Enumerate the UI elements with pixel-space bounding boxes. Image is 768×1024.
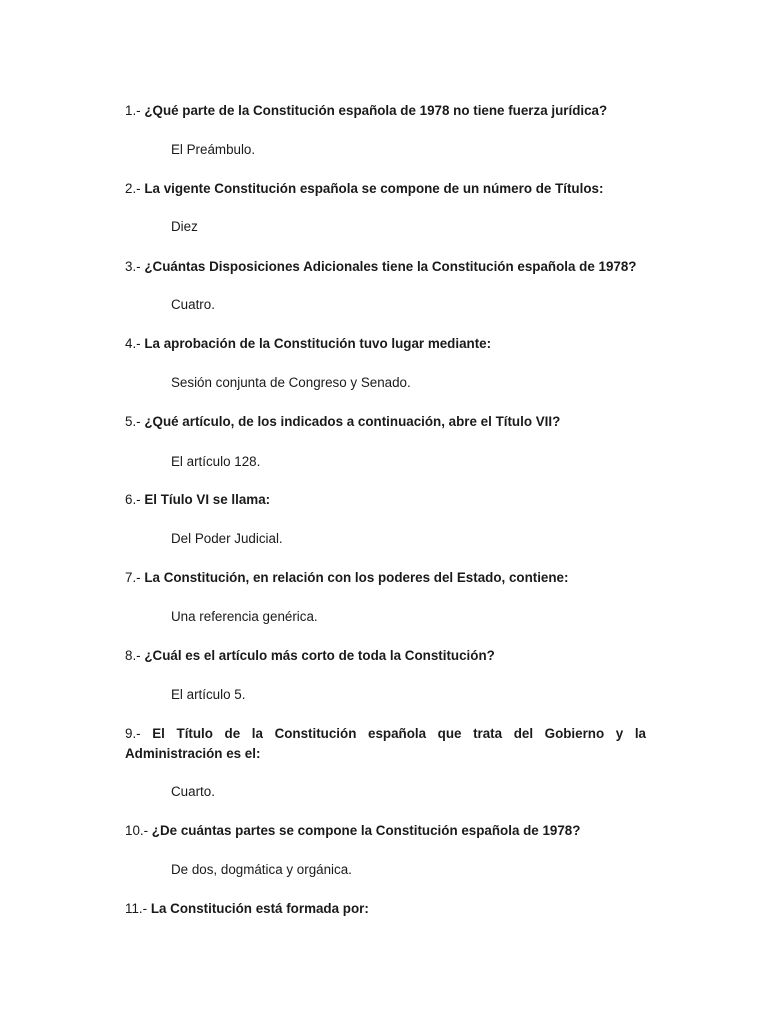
- answer-1: El Preámbulo.: [171, 142, 256, 157]
- question-6: [125, 490, 646, 510]
- answer-10: De dos, dogmática y orgánica.: [171, 862, 352, 877]
- question-2: [125, 179, 646, 199]
- question-text: ¿De cuántas partes se compone la Constitución española de 1978?: [151, 823, 581, 838]
- question-text: La Constitución está formada por:: [150, 901, 369, 916]
- question-number: 6.-: [125, 492, 145, 507]
- question-text: El Tíulo VI se llama:: [144, 492, 271, 507]
- question-number: 5.-: [125, 414, 145, 429]
- question-text: El Título de la Constitución española que trata del Gobierno y la Administración es el:: [125, 726, 647, 761]
- question-10: [125, 821, 646, 841]
- question-text: ¿Cuál es el artículo más corto de toda la Constitución?: [144, 648, 495, 663]
- answer-2: Diez: [171, 219, 198, 234]
- question-number: 10.-: [125, 823, 152, 838]
- question-text: La Constitución, en relación con los poderes del Estado, contiene:: [144, 570, 569, 585]
- question-text: ¿Qué parte de la Constitución española de 1978 no tiene fuerza jurídica?: [144, 103, 608, 118]
- question-number: 7.-: [125, 570, 145, 585]
- question-1: [125, 101, 646, 121]
- question-number: 1.-: [125, 103, 145, 118]
- question-number: 4.-: [125, 336, 145, 351]
- question-8: [125, 646, 646, 666]
- question-number: 3.-: [125, 259, 145, 274]
- question-text: ¿Qué artículo, de los indicados a continuación, abre el Título VII?: [144, 414, 561, 429]
- question-number: 11.-: [125, 901, 151, 916]
- answer-3: Cuatro.: [171, 297, 215, 312]
- question-5: [125, 412, 646, 432]
- answer-6: Del Poder Judicial.: [171, 531, 283, 546]
- answer-7: Una referencia genérica.: [171, 609, 318, 624]
- answer-8: El artículo 5.: [171, 687, 246, 702]
- question-number: 8.-: [125, 648, 145, 663]
- question-9: [125, 724, 646, 764]
- question-3: [125, 257, 646, 277]
- question-number: 2.-: [125, 181, 145, 196]
- question-7: [125, 568, 646, 588]
- answer-5: El artículo 128.: [171, 454, 261, 469]
- question-text: La aprobación de la Constitución tuvo lugar mediante:: [144, 336, 492, 351]
- question-text: La vigente Constitución española se compone de un número de Títulos:: [144, 181, 604, 196]
- question-number: 9.-: [125, 726, 153, 741]
- question-11: [125, 899, 646, 919]
- question-4: [125, 334, 646, 354]
- question-text: ¿Cuántas Disposiciones Adicionales tiene la Constitución española de 1978?: [144, 259, 637, 274]
- answer-4: Sesión conjunta de Congreso y Senado.: [171, 375, 411, 390]
- answer-9: Cuarto.: [171, 784, 215, 799]
